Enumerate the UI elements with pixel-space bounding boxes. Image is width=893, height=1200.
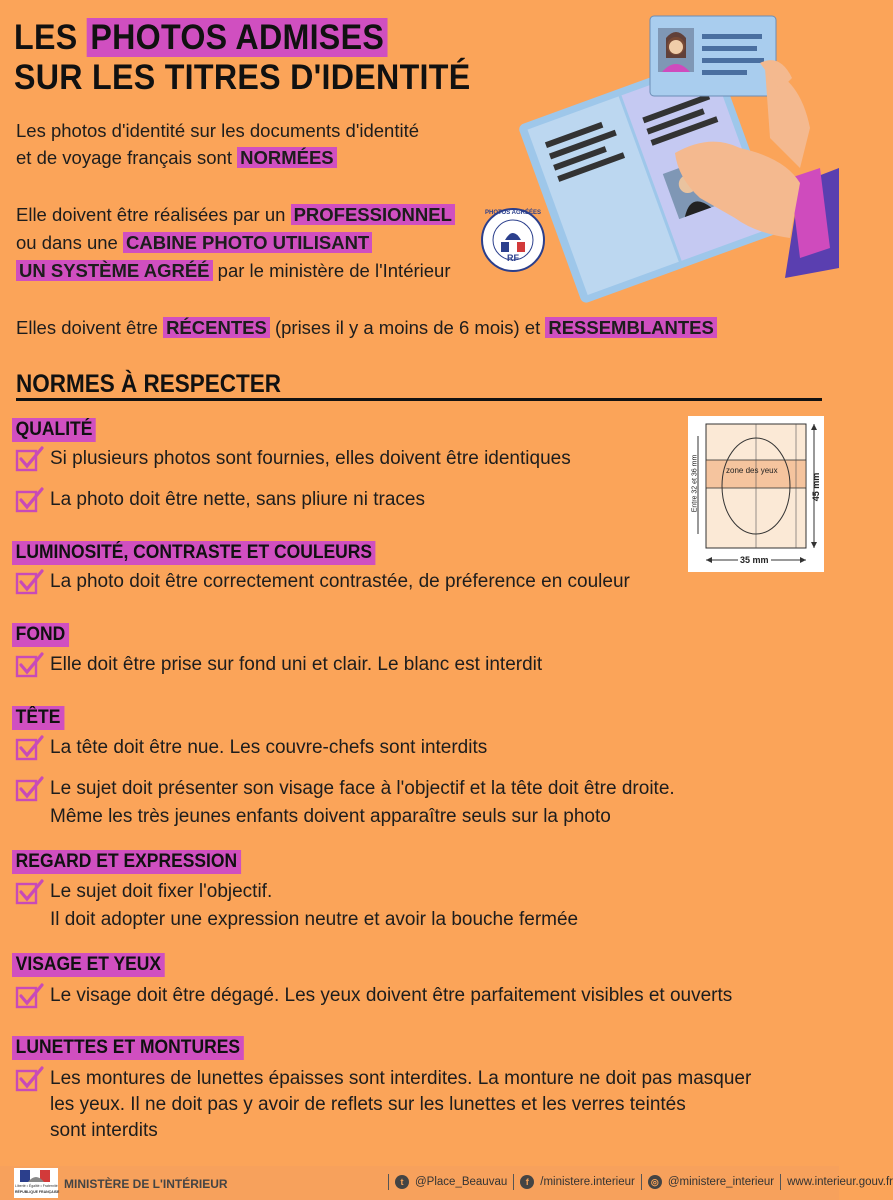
title-line-2: SUR LES TITRES D'IDENTITÉ	[14, 58, 471, 97]
checkbox-checked-icon	[16, 735, 44, 761]
diagram-zone-label: zone des yeux	[726, 466, 778, 475]
title-highlight: PHOTOS ADMISES	[87, 18, 388, 57]
facebook-link[interactable]: /ministere.interieur	[540, 1176, 635, 1188]
list-item-text: les yeux. Il ne doit pas y avoir de reflets sur les lunettes et les verres teintés	[50, 1094, 686, 1115]
marianne-icon	[14, 1168, 58, 1184]
checkbox-checked-icon	[16, 487, 44, 513]
twitter-icon[interactable]: t	[395, 1175, 409, 1189]
diagram-height-label: 45 mm	[811, 472, 821, 502]
logo-small-2: RÉPUBLIQUE FRANÇAISE	[15, 1190, 60, 1194]
marianne-logo	[14, 1168, 58, 1198]
list-item	[16, 569, 630, 595]
section-title-tete: TÊTE	[12, 706, 64, 730]
intro-p3-text-b: (prises il y a moins de 6 mois) et	[269, 317, 546, 338]
photos-agreees-seal	[481, 208, 545, 272]
checkbox-checked-icon	[16, 1066, 44, 1092]
id-documents-illustration	[500, 8, 839, 298]
list-item-text: Si plusieurs photos sont fournies, elles doivent être identiques	[50, 448, 571, 469]
title-line-1	[14, 18, 388, 58]
divider	[513, 1174, 514, 1190]
divider	[388, 1174, 389, 1190]
list-item	[16, 879, 578, 933]
list-item	[16, 446, 571, 472]
list-item-text: Les montures de lunettes épaisses sont interdites. La monture ne doit pas masquer	[50, 1068, 752, 1089]
intro-p3	[16, 315, 717, 341]
ministry-name: MINISTÈRE DE L'INTÉRIEUR	[64, 1177, 228, 1191]
intro-ressemblantes: RESSEMBLANTES	[545, 317, 717, 338]
intro-line-2-text: et de voyage français sont	[16, 147, 238, 168]
intro-recentes: RÉCENTES	[163, 317, 270, 338]
checkbox-checked-icon	[16, 569, 44, 595]
list-item-text: La photo doit être nette, sans pliure ni traces	[50, 489, 425, 510]
intro-cabine: CABINE PHOTO UTILISANT	[123, 232, 372, 253]
section-title-fond: FOND	[12, 623, 69, 647]
section-title-regard: REGARD ET EXPRESSION	[12, 850, 241, 874]
intro-p2-text-3: par le ministère de l'Intérieur	[212, 260, 451, 281]
list-item	[16, 1066, 751, 1144]
list-item-text: Le visage doit être dégagé. Les yeux doivent être parfaitement visibles et ouverts	[50, 985, 733, 1006]
section-title-visage: VISAGE ET YEUX	[12, 953, 165, 977]
section-title-qualite: QUALITÉ	[12, 418, 96, 442]
seal-text-top: PHOTOS AGRÉÉES	[484, 210, 541, 216]
photo-dimensions-diagram	[688, 416, 824, 572]
intro-normees: NORMÉES	[237, 147, 337, 168]
diagram-width-label: 35 mm	[740, 555, 769, 565]
list-item-text: Même les très jeunes enfants doivent apparaître seuls sur la photo	[50, 806, 611, 827]
section-title-lunettes: LUNETTES ET MONTURES	[12, 1036, 244, 1060]
checkbox-checked-icon	[16, 446, 44, 472]
footer	[0, 1166, 893, 1200]
checkbox-checked-icon	[16, 776, 44, 802]
diagram-vertical-label: Entre 32 et 36 mm	[691, 454, 699, 513]
divider	[780, 1174, 781, 1190]
checkbox-checked-icon	[16, 983, 44, 1009]
intro-p3-text-a: Elles doivent être	[16, 317, 164, 338]
logo-small-1: Liberté • Égalité • Fraternité	[15, 1184, 58, 1188]
list-item-text: La tête doit être nue. Les couvre-chefs sont interdits	[50, 737, 488, 758]
checkbox-checked-icon	[16, 652, 44, 678]
twitter-link[interactable]: @Place_Beauvau	[415, 1176, 508, 1188]
normes-title: NORMES À RESPECTER	[16, 370, 282, 398]
instagram-link[interactable]: @ministere_interieur	[667, 1176, 775, 1188]
divider	[641, 1174, 642, 1190]
list-item	[16, 983, 732, 1009]
intro-p2-line-1	[16, 202, 455, 228]
list-item	[16, 735, 487, 761]
list-item-text: sont interdits	[50, 1120, 158, 1141]
section-title-luminosite: LUMINOSITÉ, CONTRASTE ET COULEURS	[12, 541, 376, 565]
intro-p2-text-1: Elle doivent être réalisées par un	[16, 204, 291, 225]
title-part1: LES	[14, 18, 87, 57]
intro-professionnel: PROFESSIONNEL	[291, 204, 455, 225]
list-item	[16, 487, 425, 513]
list-item-text: La photo doit être correctement contrastée, de préference en couleur	[50, 571, 630, 592]
intro-line-2	[16, 145, 337, 171]
list-item	[16, 652, 542, 678]
intro-p2-line-2	[16, 230, 372, 256]
list-item-text: Le sujet doit présenter son visage face à l'objectif et la tête doit être droite.	[50, 778, 675, 799]
seal-text-center: RF	[507, 253, 519, 263]
list-item	[16, 776, 675, 830]
intro-line-1: Les photos d'identité sur les documents d'identité	[16, 120, 420, 141]
website-link[interactable]: www.interieur.gouv.fr	[787, 1176, 893, 1188]
instagram-icon[interactable]: ◎	[648, 1175, 662, 1189]
social-links	[388, 1174, 893, 1190]
list-item-text: Il doit adopter une expression neutre et avoir la bouche fermée	[50, 909, 579, 930]
list-item-text: Elle doit être prise sur fond uni et clair. Le blanc est interdit	[50, 654, 543, 675]
intro-systeme-agree: UN SYSTÈME AGRÉÉ	[16, 260, 213, 281]
intro-p2-line-3	[16, 258, 451, 284]
facebook-icon[interactable]: f	[520, 1175, 534, 1189]
list-item-text: Le sujet doit fixer l'objectif.	[50, 881, 273, 902]
checkbox-checked-icon	[16, 879, 44, 905]
normes-divider	[16, 398, 822, 401]
intro-p2-text-2: ou dans une	[16, 232, 123, 253]
